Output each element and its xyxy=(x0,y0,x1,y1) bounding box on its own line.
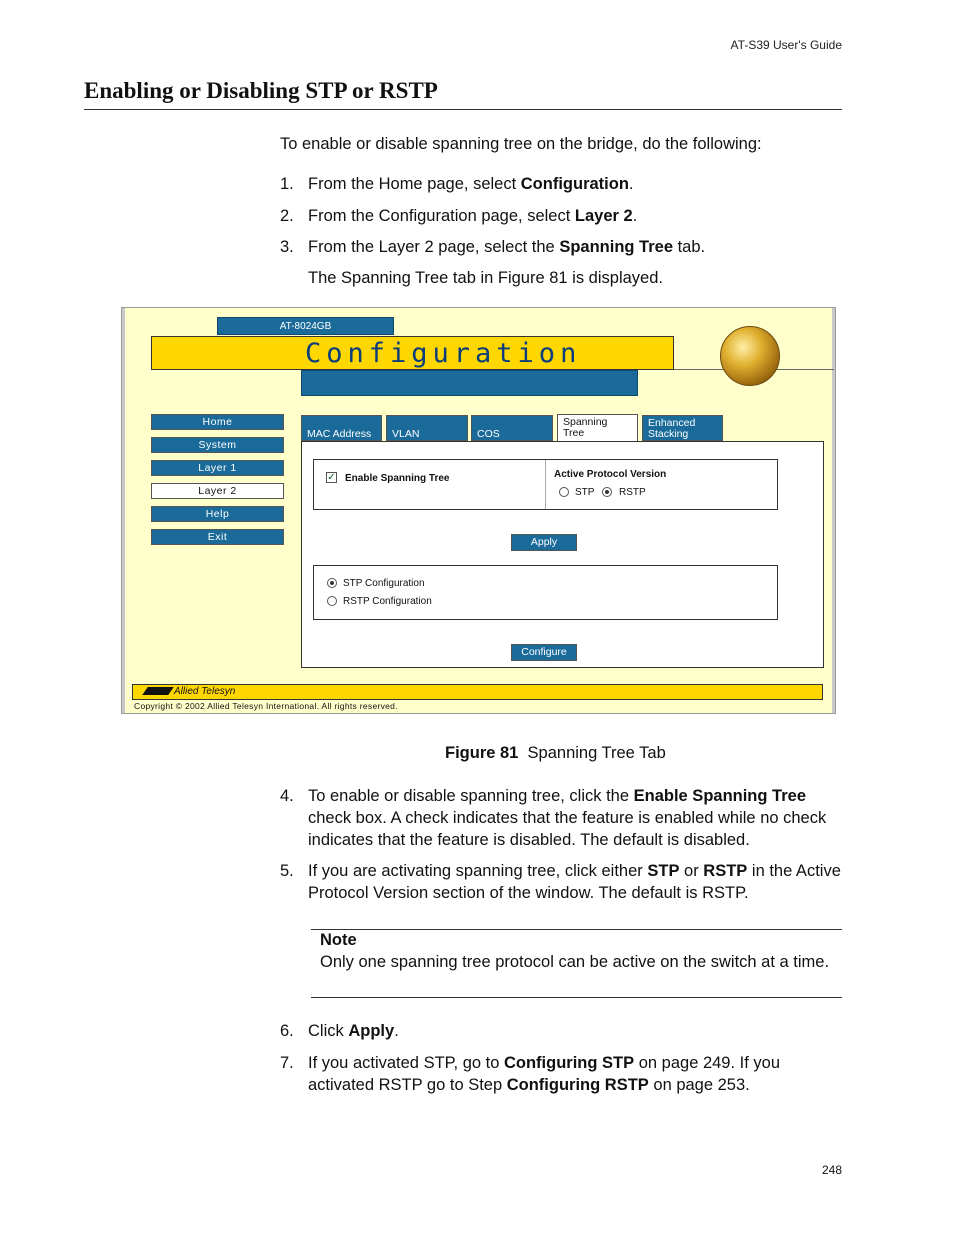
page-number: 248 xyxy=(821,1163,842,1177)
banner-rule xyxy=(824,369,834,370)
note-body: Only one spanning tree protocol can be active on the switch at a time. xyxy=(320,953,830,971)
brand-bar xyxy=(132,684,823,700)
tab-mac-address[interactable]: MAC Address xyxy=(301,415,382,441)
step-number: 5. xyxy=(280,862,294,880)
nav-home-button[interactable]: Home xyxy=(151,414,284,430)
nav-layer2-button[interactable]: Layer 2 xyxy=(151,483,284,499)
step-number: 7. xyxy=(280,1054,294,1072)
step-number: 2. xyxy=(280,207,294,225)
enable-spanning-tree-label: Enable Spanning Tree xyxy=(345,473,450,484)
note-title: Note xyxy=(320,931,357,949)
tab-label: Spanning xyxy=(563,416,608,428)
stp-radio-label: STP xyxy=(575,487,595,498)
configuration-banner xyxy=(151,336,674,370)
subtitle-bar xyxy=(301,370,638,396)
tab-vlan[interactable]: VLAN xyxy=(386,415,468,441)
running-header: AT-S39 User's Guide xyxy=(730,38,842,52)
step-text: If you are activating spanning tree, click either STP or RSTP in the Active Protocol Version section of the window. The default is RSTP. xyxy=(308,862,841,902)
spanning-tree-screenshot xyxy=(121,307,836,714)
divider xyxy=(545,460,546,509)
step-text: From the Layer 2 page, select the Spanning Tree tab. xyxy=(308,238,706,256)
stp-configuration-label: STP Configuration xyxy=(343,578,425,589)
nav-help-button[interactable]: Help xyxy=(151,506,284,522)
step-text: To enable or disable spanning tree, click the Enable Spanning Tree check box. A check indicates that the feature is enabled while no check indicates that the feature is disabled. The default is disabled. xyxy=(308,787,827,849)
nav-exit-button[interactable]: Exit xyxy=(151,529,284,545)
step-number: 4. xyxy=(280,787,294,805)
nav-layer1-button[interactable]: Layer 1 xyxy=(151,460,284,476)
apply-button[interactable]: Apply xyxy=(511,534,577,551)
enable-section xyxy=(313,459,778,510)
rstp-radio-label: RSTP xyxy=(619,487,646,498)
tab-label: Stacking xyxy=(648,428,689,440)
banner-title: Configuration xyxy=(305,338,582,369)
tab-spanning-tree[interactable] xyxy=(557,414,638,442)
rstp-radio[interactable] xyxy=(602,487,612,497)
brand-name: Allied Telesyn xyxy=(174,686,236,697)
allied-telesyn-logo-icon xyxy=(142,687,174,695)
rstp-configuration-label: RSTP Configuration xyxy=(343,596,432,607)
globe-logo-icon xyxy=(720,326,780,386)
configuration-section xyxy=(313,565,778,620)
section-title: Enabling or Disabling STP or RSTP xyxy=(84,78,438,103)
step-number: 3. xyxy=(280,238,294,256)
step-text: Click Apply. xyxy=(308,1022,399,1040)
step-text: From the Home page, select Configuration. xyxy=(308,175,634,193)
enable-spanning-tree-checkbox[interactable]: ✓ xyxy=(327,472,336,483)
active-protocol-label: Active Protocol Version xyxy=(554,469,667,480)
tab-enhanced-stacking[interactable] xyxy=(642,415,723,441)
rstp-configuration-radio[interactable] xyxy=(327,596,337,606)
step-3-result: The Spanning Tree tab in Figure 81 is displayed. xyxy=(308,269,663,287)
tab-label: Enhanced xyxy=(648,417,696,429)
stp-configuration-radio[interactable] xyxy=(327,578,337,588)
title-rule xyxy=(84,109,842,110)
note-rule-bottom xyxy=(311,997,842,998)
step-number: 1. xyxy=(280,175,294,193)
window-edge xyxy=(122,308,125,713)
tab-cos[interactable]: COS xyxy=(471,415,553,441)
copyright-text: Copyright © 2002 Allied Telesyn International. All rights reserved. xyxy=(134,701,398,711)
step-text: From the Configuration page, select Layer 2. xyxy=(308,207,638,225)
model-label: AT-8024GB xyxy=(217,317,394,335)
note-rule-top xyxy=(311,929,842,930)
spanning-tree-panel xyxy=(301,441,824,668)
step-number: 6. xyxy=(280,1022,294,1040)
figure-caption: Figure 81 Spanning Tree Tab xyxy=(445,744,666,762)
intro-paragraph: To enable or disable spanning tree on the bridge, do the following: xyxy=(280,135,762,153)
step-text: If you activated STP, go to Configuring STP on page 249. If you activated RSTP go to Step Configuring RSTP on page 253. xyxy=(308,1054,781,1094)
tab-label: Tree xyxy=(563,427,585,439)
configure-button[interactable]: Configure xyxy=(511,644,577,661)
stp-radio[interactable] xyxy=(559,487,569,497)
nav-system-button[interactable]: System xyxy=(151,437,284,453)
